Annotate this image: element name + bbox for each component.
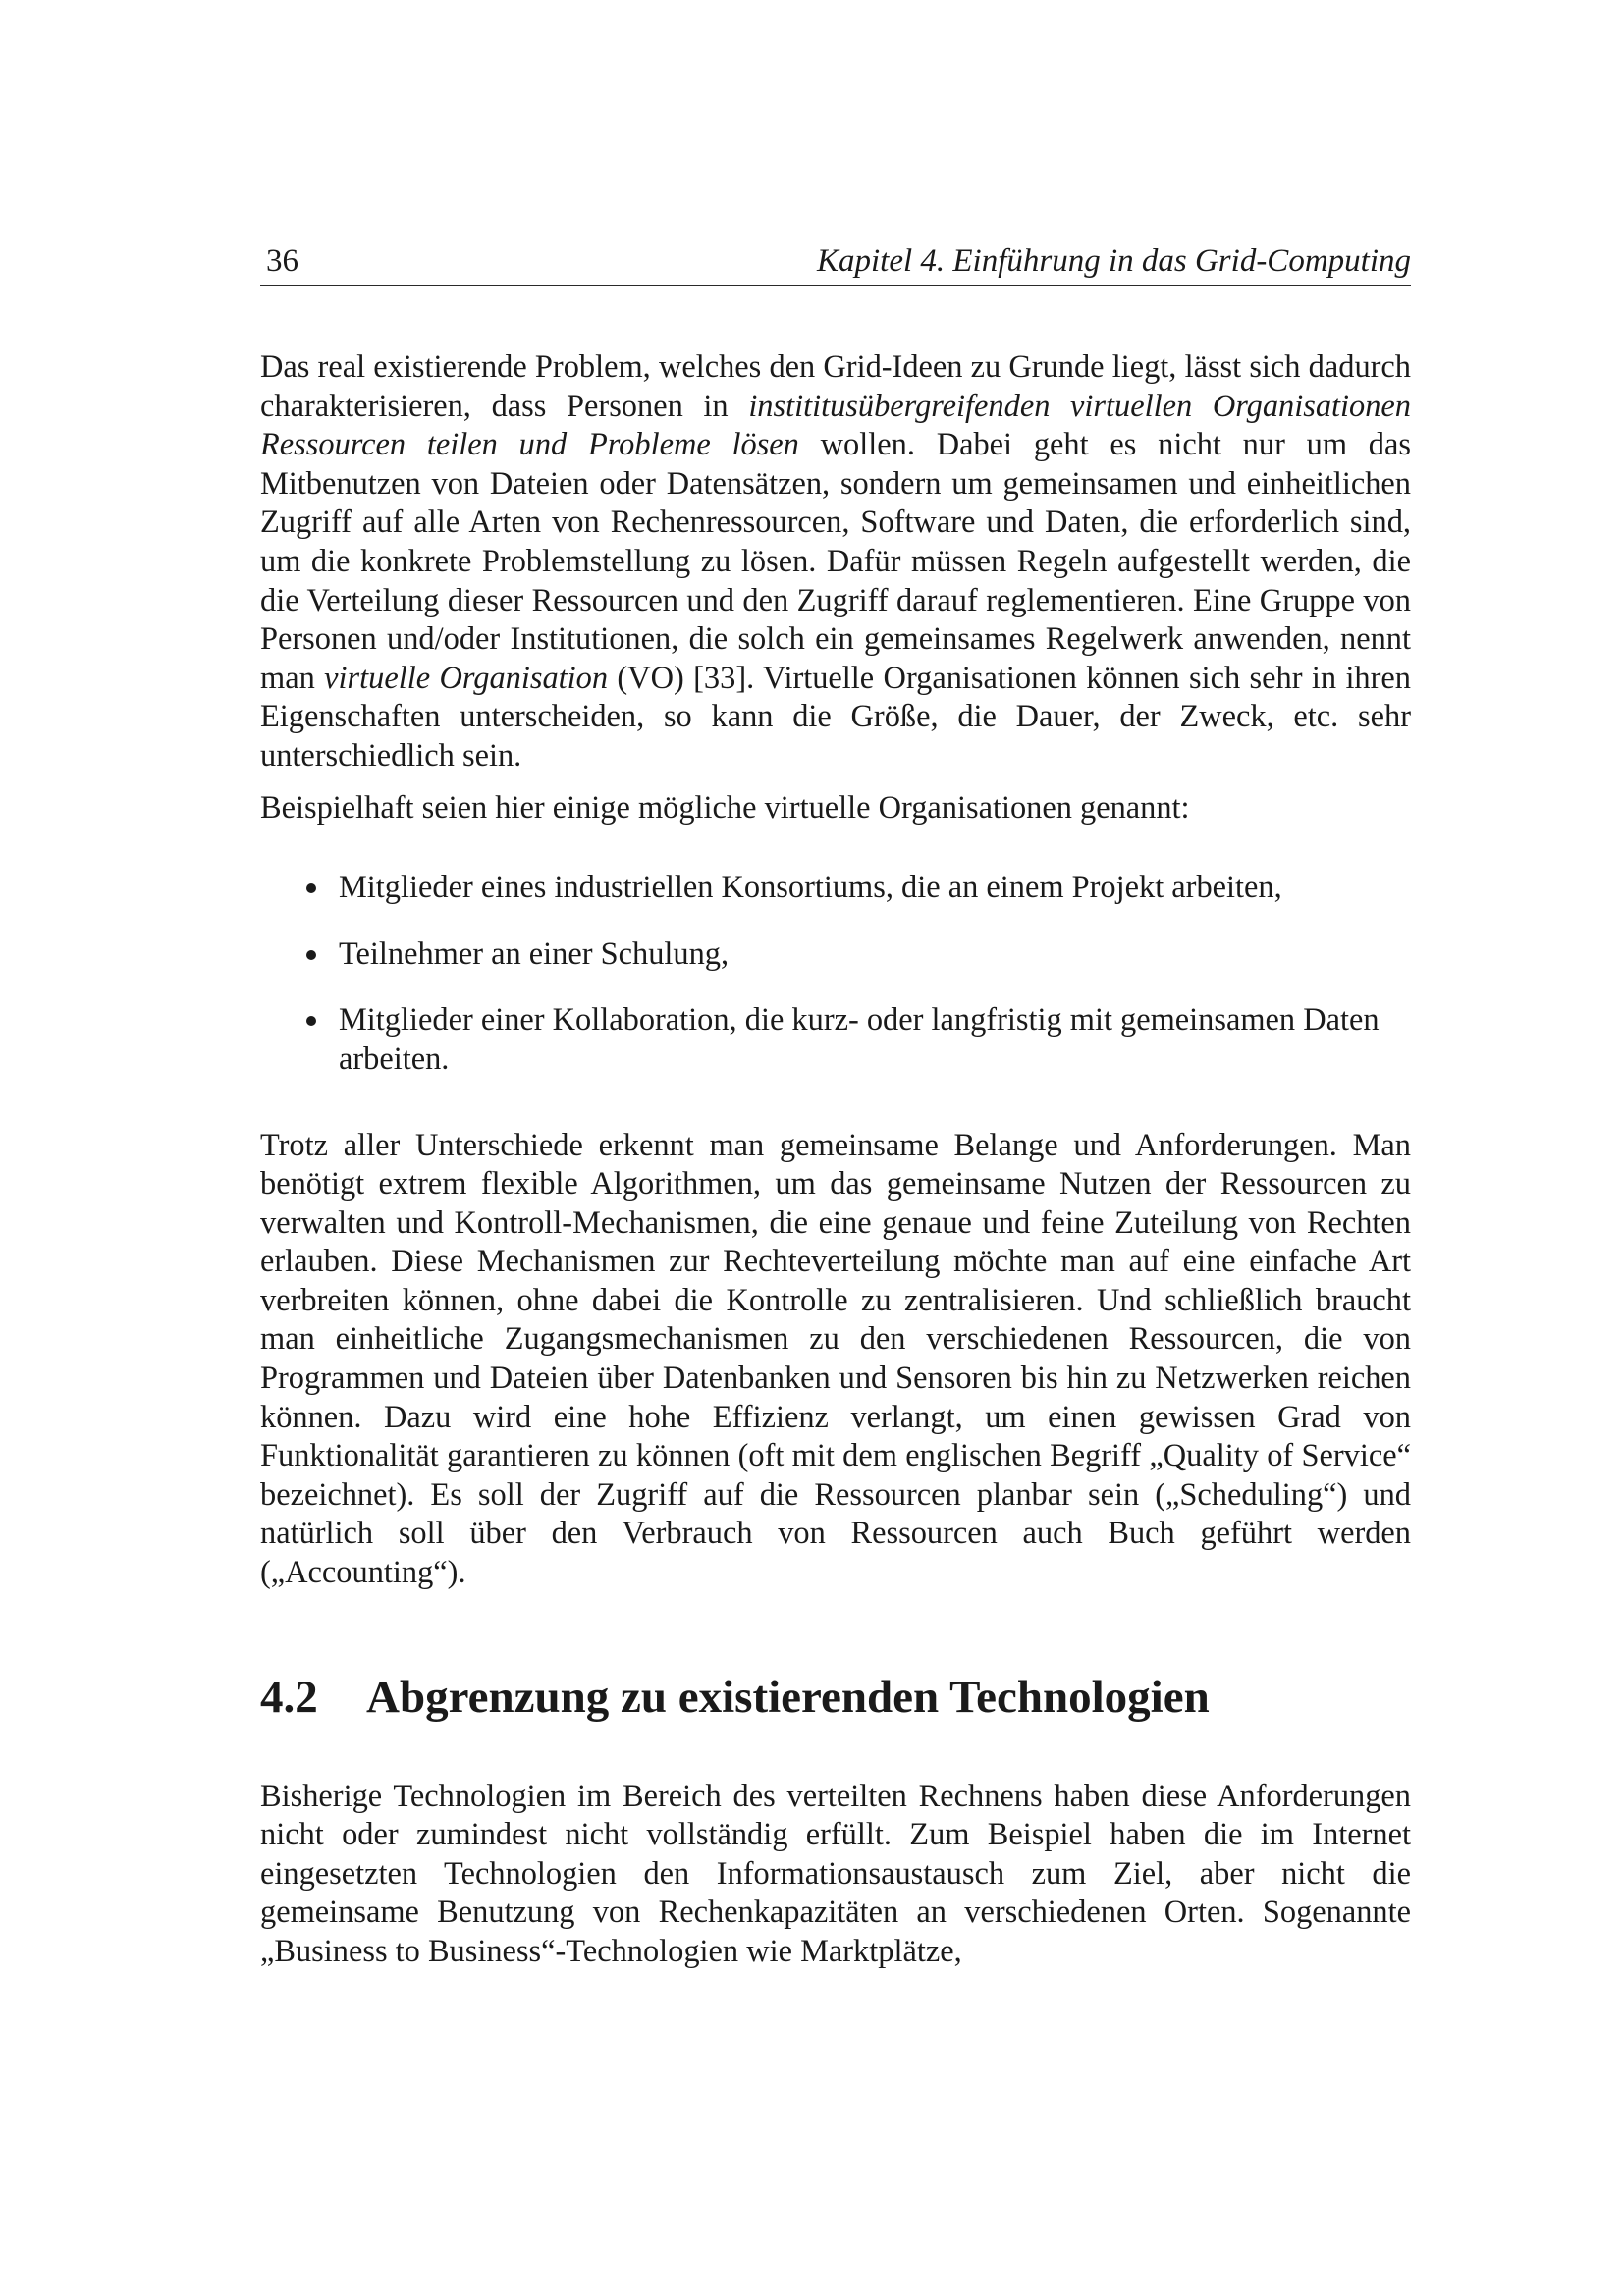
running-header [260,243,1411,286]
body-text [260,348,1411,1972]
emphasis-text: virtuelle Organisation [324,660,609,696]
emphasis-text: instititusübergreifenden virtuellen Organisationen Ressourcen teilen und Probleme lösen [260,388,1411,463]
page-number: 36 [266,243,298,279]
bullet-icon [306,883,316,893]
paragraph-requirements: Trotz aller Unterschiede erkennt man gemeinsame Belange und Anforderungen. Man benötigt extrem flexible Algorithmen, um das gemeinsame Nutzen der Ressourcen zu verwalten und Kontroll-Mechanismen, die eine genaue und feine Zuteilung von Rechten erlauben. Diese Mechanismen zur Rechteverteilung möchte man auf eine einfache Art verbreiten können, ohne dabei die Kontrolle zu zentralisieren. Und schließlich braucht man einheitliche Zugangsmechanismen zu den verschiedenen Ressourcen, die von Programmen und Dateien über Datenbanken und Sensoren bis hin zu Netzwerken reichen können. Dazu wird eine hohe Effizienz verlangt, um einen gewissen Grad von Funktionalität garantieren zu können (oft mit dem englischen Begriff „Quality of Service“ bezeichnet). Es soll der Zugriff auf die Ressourcen planbar sein („Scheduling“) und natürlich soll über den Verbrauch von Ressourcen auch Buch geführt werden („Accounting“). [260,1127,1411,1591]
paragraph-existing-technologies: Bisherige Technologien im Bereich des verteilten Rechnens haben diese Anforderungen nicht oder zumindest nicht vollständig erfüllt. Zum Beispiel haben die im Internet eingesetzten Technologien den Informationsaustausch zum Ziel, aber nicht die gemeinsame Benutzung von Rechenkapazitäten an verschiedenen Orten. Sogenannte „Business to Business“-Technologien wie Marktplätze, [260,1778,1411,1969]
examples-list [260,869,1411,1079]
paragraph-text: wollen. Dabei geht es nicht nur um das Mitbenutzen von Dateien oder Datensätzen, sondern um gemeinsamen und einheitlichen Zugriff auf alle Arten von Rechenressourcen, Software und Daten, die erforderlich sind, um die konkrete Problemstellung zu lösen. Dafür müssen Regeln aufgestellt werden, die die Verteilung dieser Ressourcen und den Zugriff darauf reglementieren. Eine Gruppe von Personen und/oder Institutionen, die solch ein gemeinsames Regelwerk anwenden, nennt man [260,427,1411,696]
list-item-text: Mitglieder eines industriellen Konsortiums, die an einem Projekt arbeiten, [339,870,1282,906]
list-item-text: Mitglieder einer Kollaboration, die kurz- oder langfristig mit gemeinsamen Daten arbeiten. [339,1002,1380,1077]
list-item-text: Teilnehmer an einer Schulung, [339,935,730,972]
list-item [339,1001,1411,1079]
document-page [260,0,1411,2296]
section-title: Abgrenzung zu existierenden Technologien [366,1671,1210,1723]
bullet-icon [306,1016,316,1026]
list-item [339,935,1411,975]
section-number: 4.2 [260,1671,318,1723]
paragraph-text: Das real existierende Problem, welches den Grid-Ideen zu Grunde liegt, lässt sich dadurch charakterisieren, dass Personen in [260,349,1411,424]
list-item [339,869,1411,908]
paragraph-examples-intro: Beispielhaft seien hier einige mögliche virtuelle Organisationen genannt: [260,789,1190,826]
bullet-icon [306,950,316,960]
paragraph-text: (VO) [33]. Virtuelle Organisationen können sich sehr in ihren Eigenschaften unterscheiden, so kann die Größe, die Dauer, der Zweck, etc. sehr unterschiedlich sein. [260,660,1411,774]
section-heading [260,1672,1411,1723]
paragraph-grid-problem [260,348,1411,776]
chapter-running-title: Kapitel 4. Einführung in das Grid-Computing [816,243,1411,279]
